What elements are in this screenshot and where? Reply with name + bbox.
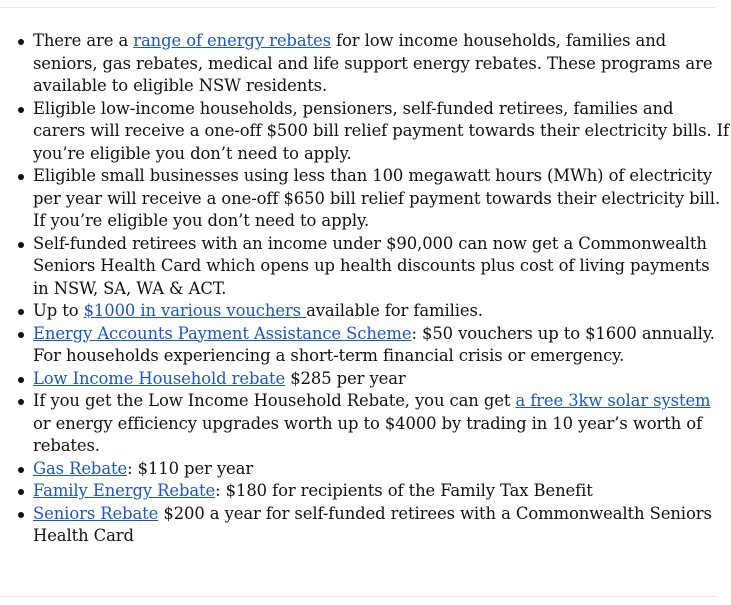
- list-item: [33, 323, 729, 368]
- item-text: Self-funded retirees with an income under $90,000 can now get a Commonwealth Seniors Health Card which opens up health discounts plus cost of living payments in NSW, SA, WA & ACT.: [33, 233, 710, 298]
- free-solar-link[interactable]: a free 3kw solar system: [515, 391, 711, 410]
- list-item: [33, 233, 729, 301]
- item-text: available for families.: [306, 301, 483, 320]
- bottom-divider: [0, 596, 716, 597]
- vouchers-link[interactable]: $1000 in various vouchers: [83, 301, 307, 320]
- item-text: for low income households, families and seniors, gas rebates, medical and life support energy rebates. These programs are available to eligible NSW residents.: [33, 31, 713, 95]
- list-item: [33, 458, 729, 481]
- list-item: [33, 300, 729, 323]
- item-text: Eligible low-income households, pensioners, self-funded retirees, families and carers will receive a one-off $500 bill relief payment towards their electricity bills. If you’re eligible you don’t need to apply.: [33, 98, 729, 163]
- list-item: [33, 30, 729, 98]
- seniors-rebate-link[interactable]: Seniors Rebate: [33, 503, 159, 523]
- family-energy-rebate-link[interactable]: Family Energy Rebate: [33, 481, 216, 500]
- gas-rebate-link[interactable]: Gas Rebate: [33, 458, 128, 478]
- list-item: [33, 480, 729, 503]
- item-text: $200 a year for self-funded retirees with a Commonwealth Seniors Health Card: [33, 503, 712, 545]
- item-text: : $50 vouchers up to $1600 annually. For households experiencing a short-term financial crisis or emergency.: [33, 323, 715, 365]
- top-divider: [0, 7, 716, 8]
- item-text: or energy efficiency upgrades worth up to $4000 by trading in 10 year’s worth of rebates.: [33, 413, 703, 455]
- low-income-rebate-link[interactable]: Low Income Household rebate: [33, 368, 286, 388]
- item-text: There are a: [33, 31, 134, 50]
- list-item: [33, 98, 729, 166]
- item-text: If you get the Low Income Household Rebate, you can get: [33, 391, 516, 410]
- list-item: [33, 165, 729, 233]
- item-text: Eligible small businesses using less than 100 megawatt hours (MWh) of electricity per year will receive a one-off $650 bill relief payment towards their electricity bill. If you’re eligible you don’t need to apply.: [33, 166, 721, 230]
- item-text: $285 per year: [285, 368, 406, 388]
- item-text: : $180 for recipients of the Family Tax Benefit: [215, 481, 593, 500]
- epas-link[interactable]: Energy Accounts Payment Assistance Scheme: [33, 323, 412, 343]
- energy-rebates-link[interactable]: range of energy rebates: [133, 31, 331, 50]
- rebates-list: [0, 30, 729, 548]
- list-item: [33, 390, 729, 458]
- list-item: [33, 503, 729, 548]
- item-text: Up to: [33, 301, 84, 320]
- list-item: [33, 368, 729, 391]
- item-text: : $110 per year: [127, 458, 254, 478]
